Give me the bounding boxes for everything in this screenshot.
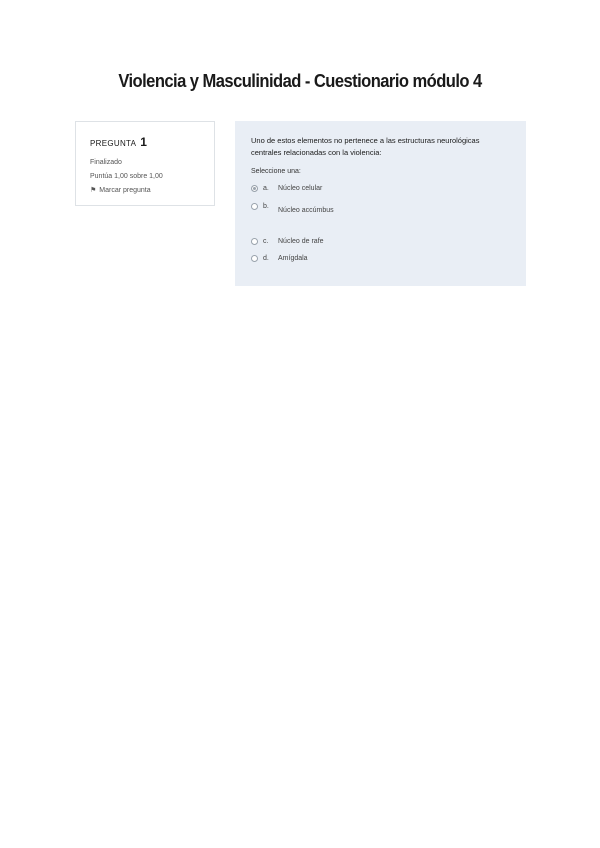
radio-button-c[interactable] [251,238,258,245]
option-label: Núcleo celular [278,185,323,192]
answer-option-c[interactable] [251,238,324,245]
flag-icon: ⚑ [90,187,97,194]
question-status: Finalizado [90,159,122,166]
option-label: Núcleo accúmbus [278,207,334,214]
radio-button-b[interactable] [251,203,258,210]
option-letter: c. [263,238,269,245]
answer-option-d[interactable] [251,255,308,262]
option-label: Núcleo de rafe [278,238,324,245]
answer-option-a[interactable] [251,185,322,192]
option-letter: d. [263,255,269,262]
option-letter: b. [263,203,269,210]
question-info-panel [75,121,215,206]
radio-button-d[interactable] [251,255,258,262]
option-label: Amígdala [278,255,308,262]
answer-prompt: Seleccione una: [251,168,301,175]
radio-button-a[interactable] [251,185,258,192]
flag-question-link[interactable] [90,184,200,198]
answer-option-b[interactable] [251,203,334,214]
flag-question-label: Marcar pregunta [99,187,151,194]
question-text: Uno de estos elementos no pertenece a las estructuras neurológicas centrales relacionadas con la violencia: [251,136,480,157]
question-number: 1 [140,135,148,149]
question-content [235,121,526,286]
option-letter: a. [263,185,269,192]
page-title: Violencia y Masculinidad - Cuestionario módulo 4 [118,71,482,91]
question-label: PREGUNTA [90,139,137,148]
question-heading [90,135,200,149]
question-score: Puntúa 1,00 sobre 1,00 [90,173,163,180]
